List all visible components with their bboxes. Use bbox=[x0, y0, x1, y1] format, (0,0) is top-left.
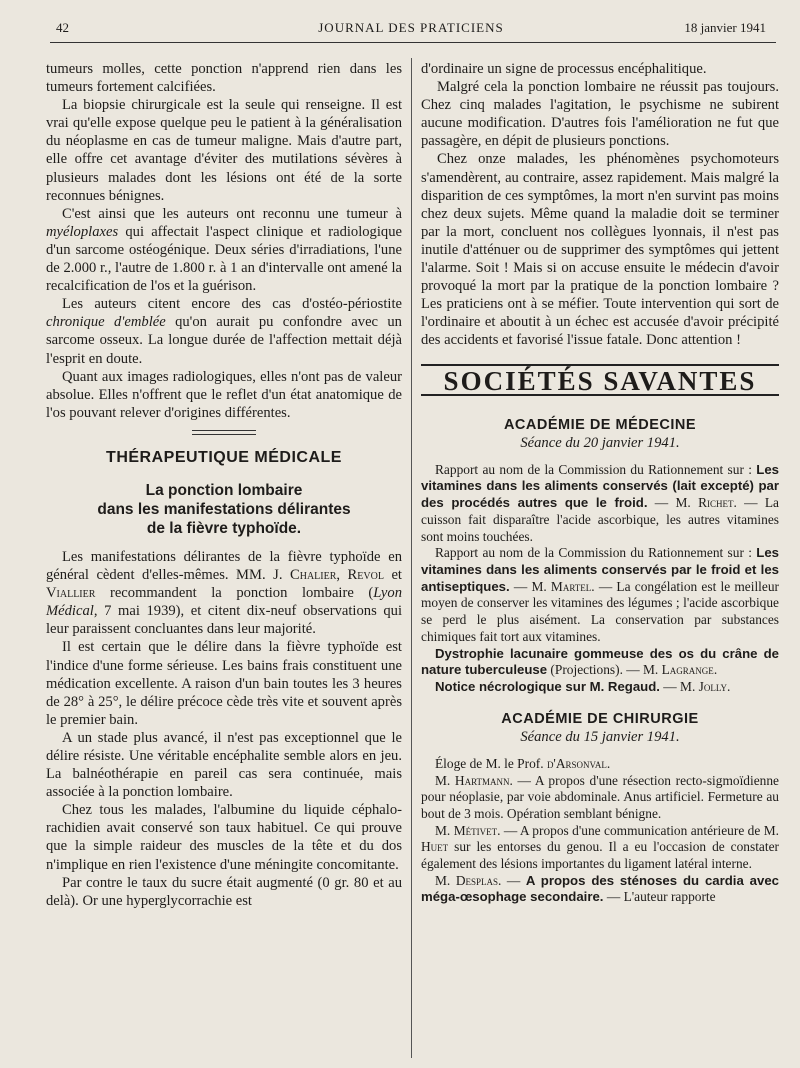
proceeding-item: Dystrophie lacunaire gommeuse des os du crâne de nature tuberculeuse (Projections). — M. Lagrange. bbox=[421, 645, 779, 678]
proceeding-item: M. Métivet. — A propos d'une communication antérieure de M. Huet sur les entorses du genou. Il a eu l'occasion de constater également des lésions importantes du ligament latéral interne. bbox=[421, 822, 779, 872]
paragraph: Par contre le taux du sucre était augmenté (0 gr. 80 et au delà). Or une hyperglycorrachie est bbox=[46, 874, 402, 909]
proceeding-item: M. Hartmann. — A propos d'une résection recto-sigmoïdienne pour néoplasie, par voie abdominale. Anus artificiel. Fermeture au bout de 3 mois. Opération semblant bénigne. bbox=[421, 772, 779, 821]
paragraph: Chez onze malades, les phénomènes psychomoteurs s'amendèrent, au contraire, assez rapidement. Mais malgré la disparition de ces symptômes, la mort n'en survint pas moins chez deux sujets. Même quand la maladie doit se terminer par la mort, concluent nos collègues lyonnais, il n'est pas inutile d'atténuer ou de supprimer des symptômes qui jettent l'alarme. Soit ! Mais si on accuse ensuite le médecin d'avoir provoqué la mort par la pratique de la ponction lombaire ? Les praticiens ont à se méfier. Toute intervention qui sort de l'ordinaire et aboutit à un échec est accusée d'avoir précipité des accidents et favorisé l'issue fatale. Donc attention ! bbox=[421, 151, 779, 349]
paragraph: La biopsie chirurgicale est la seule qui renseigne. Il est vrai qu'elle expose quelque peu le patient à la généralisation du néoplasme en cas de tumeur maligne. Mais d'autre part, elle offre cet avantage d'éviter des mutilations sévères à plusieurs malades dont les lésions ont été de la sorte reconnues bénignes. bbox=[46, 97, 402, 204]
proceeding-item: Éloge de M. le Prof. d'Arsonval. bbox=[435, 755, 611, 771]
running-header bbox=[56, 20, 766, 40]
header-rule bbox=[50, 42, 776, 43]
section-separator bbox=[192, 430, 256, 435]
paragraph: tumeurs molles, cette ponction n'apprend rien dans les tumeurs fortement calcifiées. bbox=[46, 61, 402, 96]
paragraph: Il est certain que le délire dans la fièvre typhoïde est l'indice d'une forme sérieuse. Les bains frais constituent une médication excellente. A raison d'un bain toutes les 3 heures de 28° à 25°, le délire précoce cède très vite et souvent après le premier bain. bbox=[46, 639, 402, 728]
paragraph: Malgré cela la ponction lombaire ne réussit pas toujours. Chez cinq malades l'agitation, le psychisme ne subirent aucune modification. D'autres fois l'amélioration ne fut que passagère, en dépit de plusieurs ponctions. bbox=[421, 79, 779, 150]
section-title: THÉRAPEUTIQUE MÉDICALE bbox=[106, 448, 342, 466]
page-number: 42 bbox=[56, 20, 69, 35]
column-divider bbox=[411, 58, 412, 1058]
left-column bbox=[46, 60, 402, 910]
proceeding-item: M. Desplas. — A propos des sténoses du cardia avec méga-œsophage secondaire. — L'auteur rapporte bbox=[421, 872, 780, 905]
proceedings-list bbox=[421, 756, 779, 906]
paragraph: Les auteurs citent encore des cas d'ostéo-périostite chronique d'emblée qu'on aurait pu confondre avec un sarcome osseux. La longue durée de l'affection mettait déjà l'esprit en doute. bbox=[46, 296, 402, 367]
societes-savantes-banner: SOCIÉTÉS SAVANTES bbox=[421, 364, 779, 396]
issue-date: 18 janvier 1941 bbox=[684, 20, 766, 35]
right-column bbox=[421, 60, 779, 906]
proceeding-item: Notice nécrologique sur M. Regaud. — M. Jolly. bbox=[435, 678, 731, 694]
paragraph: Les manifestations délirantes de la fièvre typhoïde en général cèdent d'elles-mêmes. MM. J. Chalier, Revol et Viallier recommandent la ponction lombaire (Lyon Médical, 7 mai 1939), et citent dix-neuf observations qui leur paraissent concluantes dans leur majorité. bbox=[46, 548, 402, 638]
session-date: Séance du 15 janvier 1941. bbox=[520, 728, 680, 745]
proceedings-list bbox=[421, 462, 779, 696]
session-date: Séance du 20 janvier 1941. bbox=[520, 434, 680, 451]
paragraph: Quant aux images radiologiques, elles n'ont pas de valeur absolue. Elles n'offrent que le reflet d'un état anatomique de l'os pouvant relever d'origines différentes. bbox=[46, 368, 402, 421]
paragraph: d'ordinaire un signe de processus encéphalitique. bbox=[421, 61, 707, 77]
paragraph: A un stade plus avancé, il n'est pas exceptionnel que le délire résiste. Une véritable encéphalite semble alors en jeu. La balnéothérapie en pareil cas sera continuée, mais associée à la ponction lombaire. bbox=[46, 729, 402, 801]
paragraph: Chez tous les malades, l'albumine du liquide céphalo-rachidien avait conservé son taux habituel. Ce qui prouve que la simple raideur des muscles de la tête et du dos n'implique en rien l'existence d'une méningite concomitante. bbox=[46, 802, 402, 873]
academy-heading: ACADÉMIE DE CHIRURGIE bbox=[501, 710, 699, 727]
academy-heading: ACADÉMIE DE MÉDECINE bbox=[503, 416, 697, 433]
paragraph: C'est ainsi que les auteurs ont reconnu une tumeur à myéloplaxes qui affectait l'aspect clinique et radiologique d'un sarcome ostéogénique. Deux séries d'irradiations, l'une de 2.000 r., l'autre de 1.800 r. à 1 an d'intervalle ont amené la recalcification de l'os et la guérison. bbox=[46, 205, 402, 295]
proceeding-item: Rapport au nom de la Commission du Rationnement sur : Les vitamines dans les aliments conservés (lait excepté) par des procédés autres que le froid. — M. Richet. — La cuisson fait disparaître l'acide ascorbique, les autres vitamines sont moins touchées. bbox=[421, 461, 779, 544]
article-title: La ponction lombaire dans les manifestations délirantes de la fièvre typhoïde. bbox=[97, 481, 351, 537]
proceeding-item: Rapport au nom de la Commission du Rationnement sur : Les vitamines dans les aliments conservés par le froid et les antiseptiques. — M. Martel. — La congélation est le meilleur moyen de conserver les vitamines des légumes ; l'acide ascorbique se perd le plus aisément. La conservation par substances chimiques fait tort aux vitamines. bbox=[421, 545, 779, 644]
journal-title: JOURNAL DES PRATICIENS bbox=[318, 20, 504, 35]
